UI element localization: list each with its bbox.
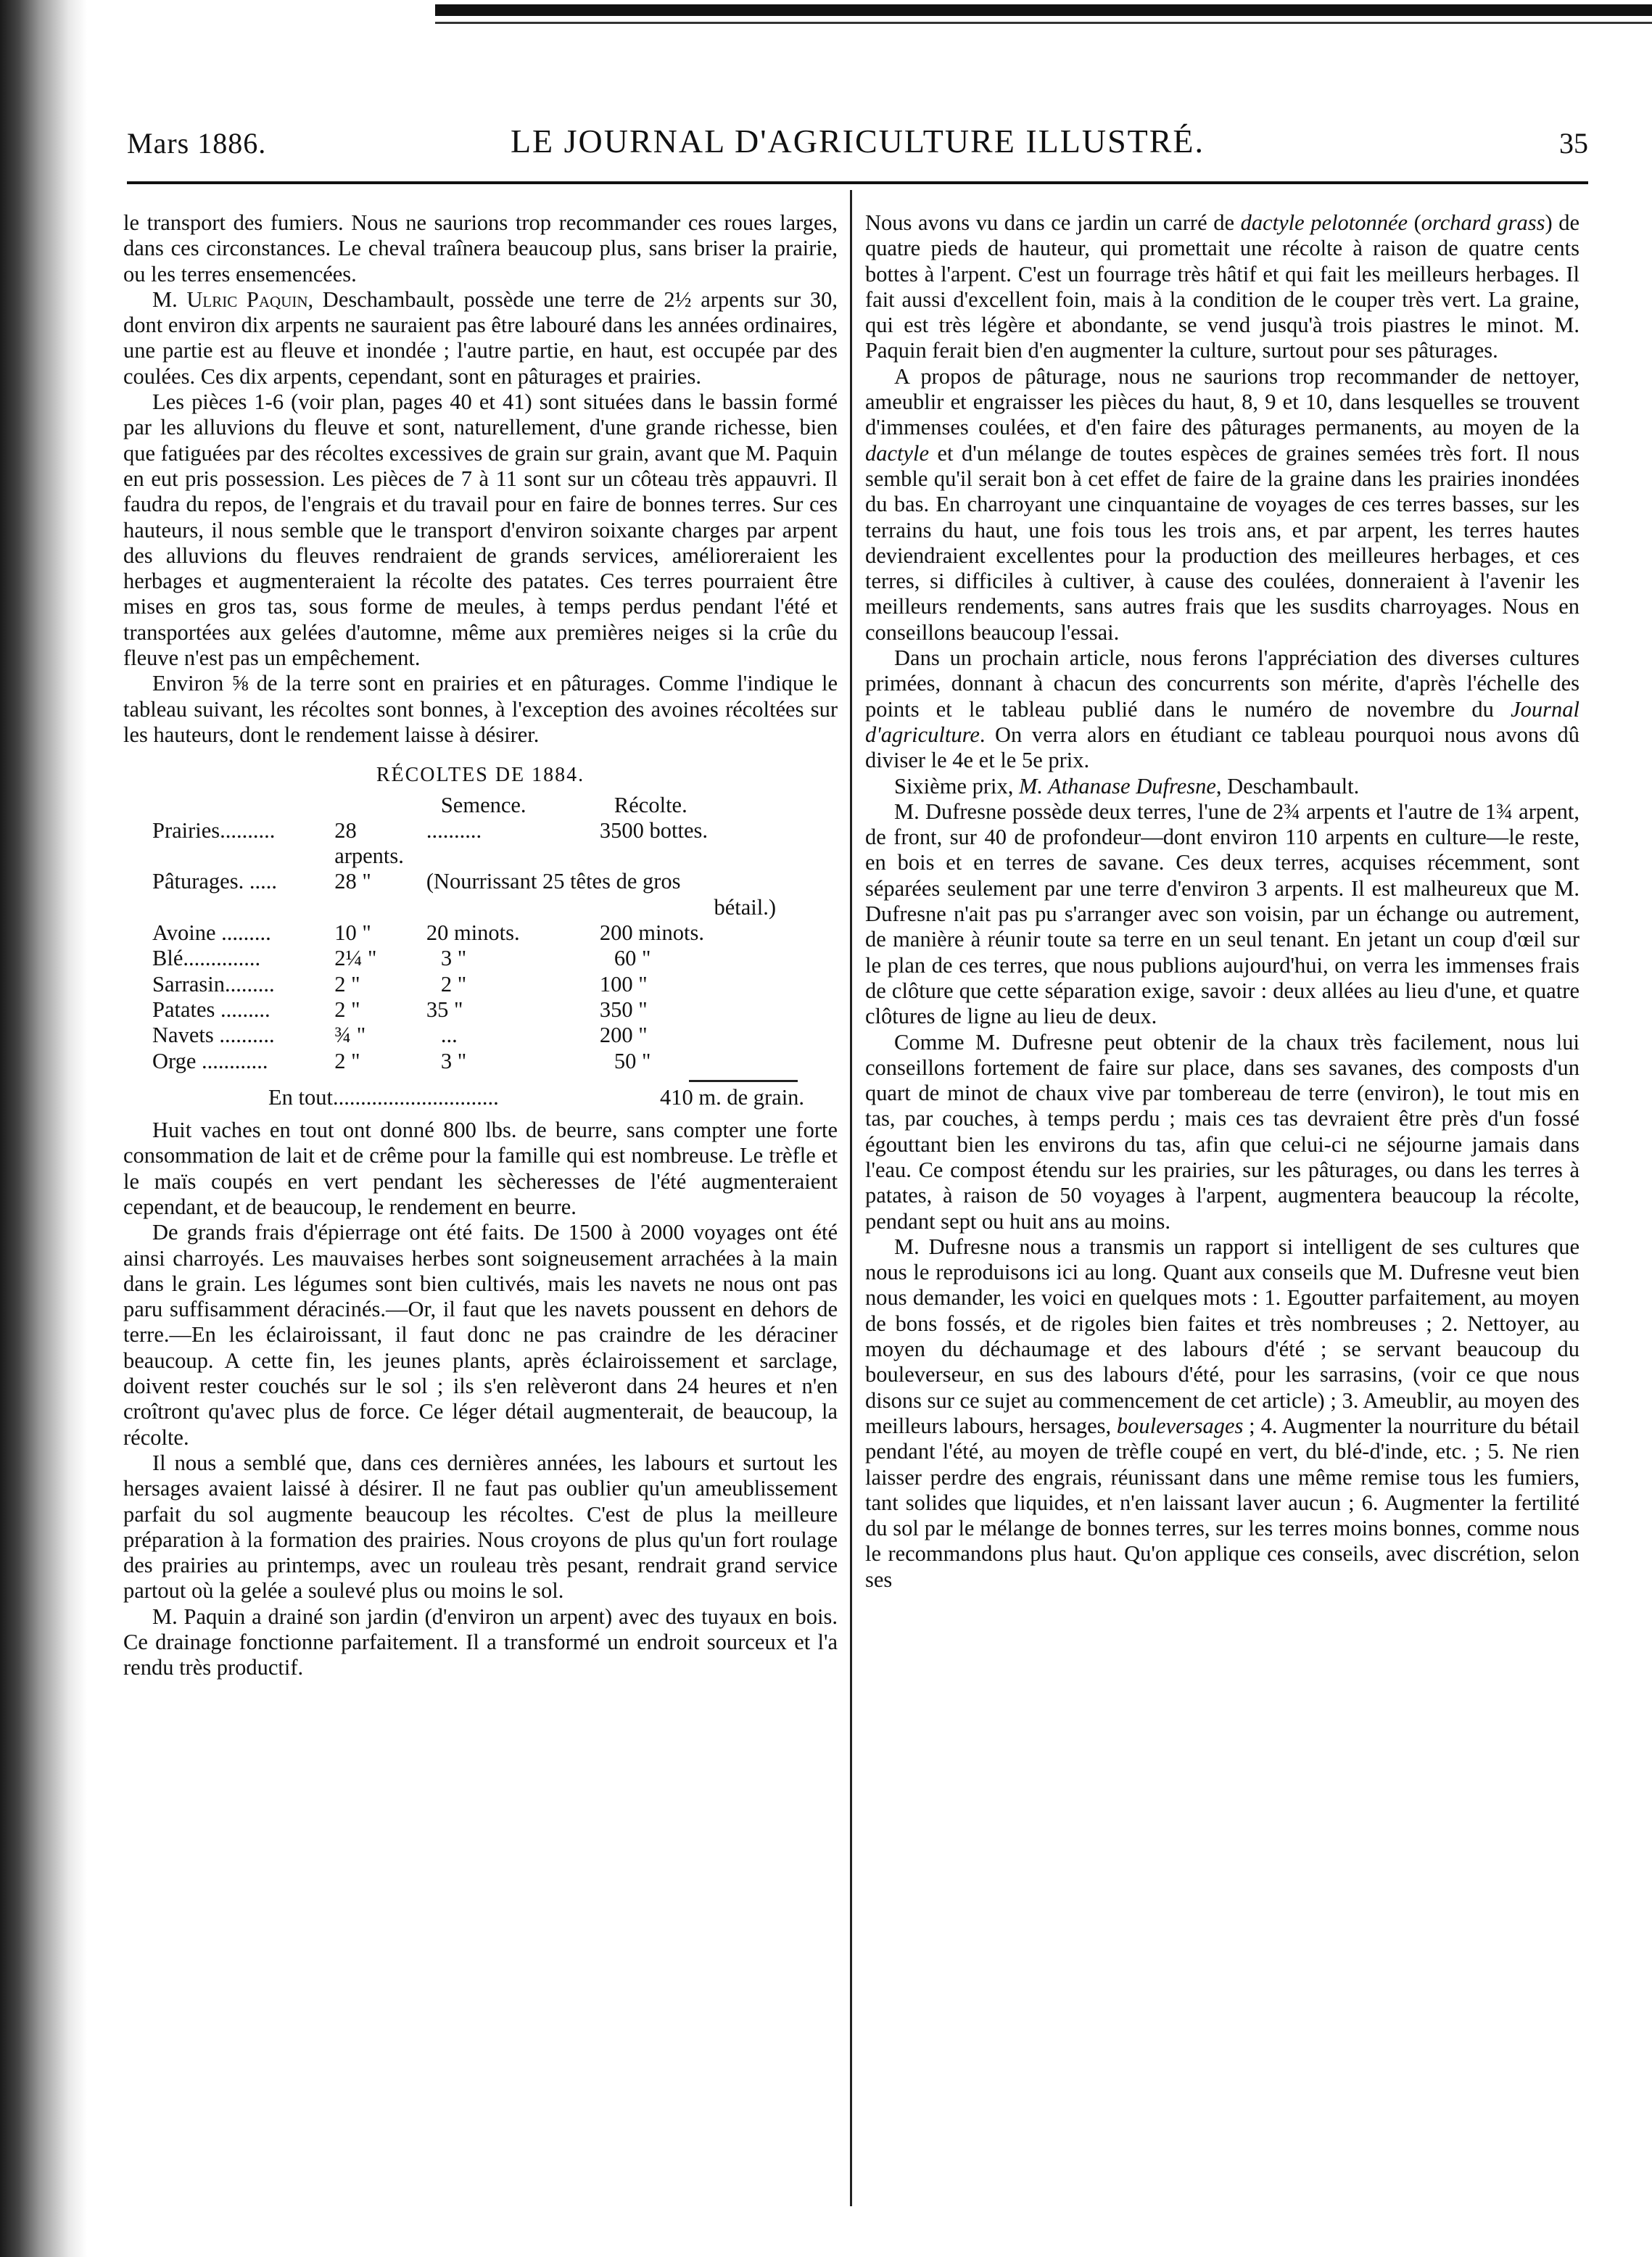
right-column [865, 210, 1579, 1593]
paragraph [865, 1234, 1579, 1593]
semence-cell: 2 " [440, 971, 467, 997]
paragraph: M. Dufresne possède deux terres, l'une de 2¾ arpents et l'autre de 1¾ arpent, de front, sur 40 de profondeur—dont environ 110 arpents en culture—le reste, en bois et en terres de savane. Ces deux terres, acquises récemment, sont séparées seulement par une terre d'environ 3 arpents. Il est malheureux que M. Dufresne n'ait pas pu s'arranger avec son voisin, par un échange ou autrement, de manière à réunir toute sa terre en un seul tenant. En jetant un coup d'œil sur le plan de ces terres, que nous publions aujourd'hui, on verra les immenses frais de clôture que cette séparation exige, savoir : deux allées au lieu d'une, et quatre clôtures de ligne au lieu de deux. [865, 799, 1579, 1029]
crop-cell: Pâturages. ..... [152, 869, 277, 894]
person-name: M. Ulric Paquin [152, 286, 308, 312]
total-label: En tout.............................. [268, 1084, 499, 1110]
paragraph: Comme M. Dufresne peut obtenir de la chaux très facilement, nous lui conseillons fortement de faire sur place, dans ses savanes, des composts d'un quart de minot de chaux vive par tombereau de terre (environ), le tout mis en tas, par couches, à temps perdu ; mais ces tas devraient être près d'un fossé égouttant bien les environs du tas, afin que celui-ci ne séjourne jamais dans l'eau. Ce compost étendu sur les prairies, sur les pâturages, ou dans les terres à patates, à raison de 50 voyages à l'arpent, augmentera beaucoup la récolte, pendant sept ou huit ans au moins. [865, 1029, 1579, 1234]
area-cell: 2 " [334, 997, 360, 1022]
table-row [152, 818, 805, 870]
issue-date: Mars 1886. [127, 127, 267, 160]
harvest-table [152, 793, 805, 1074]
paragraph [865, 210, 1579, 364]
semence-cell: 3 " [440, 1048, 467, 1073]
paragraph [123, 287, 838, 389]
recolte-cell: 200 minots. [599, 920, 704, 946]
crop-cell: Avoine ......... [152, 920, 271, 946]
recolte-cell: 50 " [614, 1048, 651, 1073]
table-row [152, 946, 805, 971]
column-header-semence: Semence. [440, 792, 526, 817]
paragraph-text: , Deschambault. [1215, 773, 1360, 799]
semence-cell: (Nourrissant 25 têtes de gros [426, 869, 681, 894]
recolte-cell: 350 " [599, 997, 648, 1022]
italic-term: orchard grass [1421, 210, 1545, 235]
area-cell: 28 arpents. [334, 817, 404, 869]
column-divider [850, 190, 852, 2206]
table-row [152, 1049, 805, 1074]
recolte-cell: 200 " [599, 1023, 648, 1048]
paragraph: M. Paquin a drainé son jardin (d'environ un arpent) avec des tuyaux en bois. Ce drainage fonctionne parfaitement. Il a transformé un endroit sourceux et l'a rendu très productif. [123, 1604, 838, 1680]
semence-cell: 20 minots. [426, 920, 520, 946]
paragraph: Les pièces 1-6 (voir plan, pages 40 et 41) sont situées dans le bassin formé par les alluvions du fleuve et sont, naturellement, d'une grande richesse, bien que fatiguées par des récoltes excessives de grain sur grain, avant que M. Paquin en eut pris possession. Les pièces de 7 à 11 sont sur un côteau très appauvri. Il faudra du repos, de l'engrais et du travail pour en faire de bonnes terres. Sur ces hauteurs, il nous semble que le transport d'environ soixante charges par arpent des alluvions du fleuves rendraient de grands services, amélioreraient les herbages et augmenteraient la récolte des patates. Ces terres pourraient être mises en gros tas, sous forme de meules, à temps perdus pendant l'été et transportées aux gelées d'automne, même aux premières neiges si la crûe du fleuve n'est pas un empêchement. [123, 389, 838, 671]
table-row [152, 997, 805, 1023]
area-cell: 10 " [334, 920, 371, 946]
crop-cell: Prairies.......... [152, 817, 276, 843]
paragraph-text: et d'un mélange de toutes espèces de graines semées très fort. Il nous semble qu'il serait bon à cet effet de faire de la graine dans les prairies inondées du bas. En charroyant une cinquantaine de voyages de ces terres basses, sur les terrains du haut, une fois tous les trois ans, et par arpent, les terres hautes deviendraient excellentes pour la production des meilleures herbages, et ces terres, si difficiles à cultiver, à cause des coulées, donneraient à l'avenir les meilleurs rendements, sans autres frais que les susdits charroyages. Nous en conseillons beaucoup l'essai. [865, 440, 1579, 645]
paragraph-text: ) de quatre pieds de hauteur, qui promettait une récolte à raison de quatre cents bottes à l'arpent. C'est un fourrage très hâtif et qui fait les meilleurs herbages. Il fait aussi d'excellent foin, mais à la condition de le couper très vert. La graine, qui est très légère et abondante, se vend jusqu'à trois piastres le minot. M. Paquin ferait bien d'en augmenter la culture, surtout pour ses pâturages. [865, 210, 1579, 363]
total-rule [689, 1080, 798, 1082]
crop-cell: Navets .......... [152, 1023, 275, 1048]
paragraph-text: M. Dufresne nous a transmis un rapport si intelligent de ses cultures que nous le reproduisons ici au long. Quant aux conseils que M. Dufresne veut bien nous demander, les voici en quelques mots : 1. Egoutter parfaitement, au moyen de bons fossés, et de rigoles bien faites et très nombreuses ; 2. Nettoyer, au moyen du déchaumage et des labours d'été ; se servant beaucoup du bouleverseur, en sus des labours d'été, pour les sarrasins, (voir ce que nous disons sur ce sujet au commencement de cet article) ; 3. Ameublir, au moyen des meilleurs labours, hersages, [865, 1234, 1579, 1438]
scan-binding-edge [0, 0, 87, 2257]
semence-cell: 3 " [440, 946, 467, 971]
paragraph-text: A propos de pâturage, nous ne saurions trop recommander de nettoyer, ameublir et engraisser les pièces du haut, 8, 9 et 10, dans lesquelles se trouvent d'immenses coulées, et d'en faire des pâturages permanents, au moyen de la [865, 363, 1579, 440]
paragraph [865, 364, 1579, 645]
paragraph-text: Nous avons vu dans ce jardin un carré de [865, 210, 1241, 235]
journal-title: LE JOURNAL D'AGRICULTURE ILLUSTRÉ. [510, 123, 1205, 160]
italic-term: bouleversages [1116, 1413, 1244, 1438]
crop-cell: Sarrasin......... [152, 971, 275, 997]
recolte-cell: 3500 bottes. [599, 817, 709, 843]
page-header [127, 122, 1588, 173]
paragraph [865, 774, 1579, 799]
page-number: 35 [1559, 127, 1588, 160]
italic-term: Journal d'agriculture [865, 696, 1579, 747]
semence-cell: ... [440, 1023, 458, 1048]
area-cell: 28 " [334, 869, 371, 894]
top-thick-rule [435, 4, 1652, 16]
italic-term: M. Athanase Dufresne [1018, 773, 1216, 799]
column-header-recolte: Récolte. [614, 792, 687, 817]
recolte-cell: 60 " [614, 946, 651, 971]
table-row [152, 920, 805, 946]
paragraph-text: ; 4. Augmenter la nourriture du bétail pendant l'été, au moyen de trèfle coupé en vert, du blé-d'inde, etc. ; 5. Ne rien laisser perdre des engrais, réunissant dans une même remise tous les fumiers, tant solides que liquides, et n'en laissant laver aucun ; 6. Augmenter la fertilité du sol par le mélange de bonnes terres, sur les terres moins bonnes, comme nous le recommandons plus haut. Qu'on applique ces conseils, avec discrétion, selon ses [865, 1413, 1579, 1592]
table-row [152, 869, 805, 894]
italic-term: dactyle pelotonnée [1240, 210, 1408, 235]
total-value: 410 m. de grain. [660, 1084, 805, 1110]
table-row [152, 972, 805, 997]
paragraph: Huit vaches en tout ont donné 800 lbs. de beurre, sans compter une forte consommation de lait et de crême pour la famille qui est nombreuse. Le trèfle et le maïs coupés en vert pendant les sècheresses de l'été augmenteraient cependant, et de beaucoup, le rendement en beurre. [123, 1118, 838, 1219]
paragraph-text: ( [1408, 210, 1421, 235]
recolte-cell: bétail.) [714, 894, 776, 920]
area-cell: 2 " [334, 1048, 360, 1073]
paragraph-text: Sixième prix, [894, 773, 1019, 799]
area-cell: 2¼ " [334, 946, 377, 971]
area-cell: 2 " [334, 971, 360, 997]
paragraph: De grands frais d'épierrage ont été faits. De 1500 à 2000 voyages ont été ainsi charroyés. Les mauvaises herbes sont soigneusement arrachées à la main dans le grain. Les légumes sont bien cultivés, mais les navets ne nous ont pas paru suffisamment déracinés.—Or, il faut que les navets poussent en dehors de terre.—En les éclairoissant, il faut donc ne pas craindre de les déraciner beaucoup. A cette fin, les jeunes plants, après éclairoissement et sarclage, doivent rester couchés sur le sol ; ils s'en relèveront dans 24 heures et n'en croîtront qu'avec plus de force. Ce léger détail augmenterait, de beaucoup, la récolte. [123, 1220, 838, 1450]
table-title: RÉCOLTES DE 1884. [376, 764, 585, 787]
paragraph: le transport des fumiers. Nous ne saurions trop recommander ces roues larges, dans ces circonstances. Le cheval traînera beaucoup plus, sans briser la prairie, ou les terres ensemencées. [123, 210, 838, 286]
area-cell: ¾ " [334, 1023, 366, 1048]
semence-cell: 35 " [426, 997, 463, 1022]
crop-cell: Orge ............ [152, 1048, 268, 1073]
table-total [268, 1085, 838, 1110]
recolte-cell: 100 " [599, 971, 648, 997]
crop-cell: Patates ......... [152, 997, 270, 1022]
paragraph-text: . On verra alors en étudiant ce tableau pourquoi nous avons dû diviser le 4e et le 5e prix. [865, 722, 1579, 773]
table-row [152, 895, 805, 920]
left-column [123, 210, 838, 1681]
paragraph: Il nous a semblé que, dans ces dernières années, les labours et surtout les hersages avaient laissé à désirer. Il ne faut pas oublier qu'un ameublissement parfait du sol augmente beaucoup les récoltes. C'est de plus la meilleure préparation à la formation des prairies. Nous croyons de plus qu'un fort roulage des prairies au printemps, avec un rouleau très pesant, rendrait grand service partout où la gelée a soulevé plus ou moins le sol. [123, 1450, 838, 1604]
semence-cell: .......... [426, 817, 482, 843]
top-thin-rule [435, 22, 1652, 24]
crop-cell: Blé.............. [152, 946, 261, 971]
paragraph: Environ ⅝ de la terre sont en prairies et en pâturages. Comme l'indique le tableau suivant, les récoltes sont bonnes, à l'exception des avoines récoltées sur les hauteurs, dont le rendement laisse à désirer. [123, 671, 838, 747]
italic-term: dactyle [865, 440, 930, 466]
paragraph-text: , Deschambault, possède une terre de 2½ arpents sur 30, dont environ dix arpents ne sauraient pas être labouré dans les années ordinaires, une partie est au fleuve et inondée ; l'autre partie, en haut, est occupée par des coulées. Ces dix arpents, cependant, sont en pâturages et prairies. [123, 286, 838, 389]
header-rule [127, 181, 1588, 184]
paragraph-text: Dans un prochain article, nous ferons l'appréciation des diverses cultures primées, donnant à chacun des concurrents son mérite, d'après l'échelle des points et le tableau publié dans le numéro de novembre du [865, 645, 1579, 722]
table-header-row [152, 793, 805, 818]
table-row [152, 1023, 805, 1048]
paragraph [865, 645, 1579, 773]
